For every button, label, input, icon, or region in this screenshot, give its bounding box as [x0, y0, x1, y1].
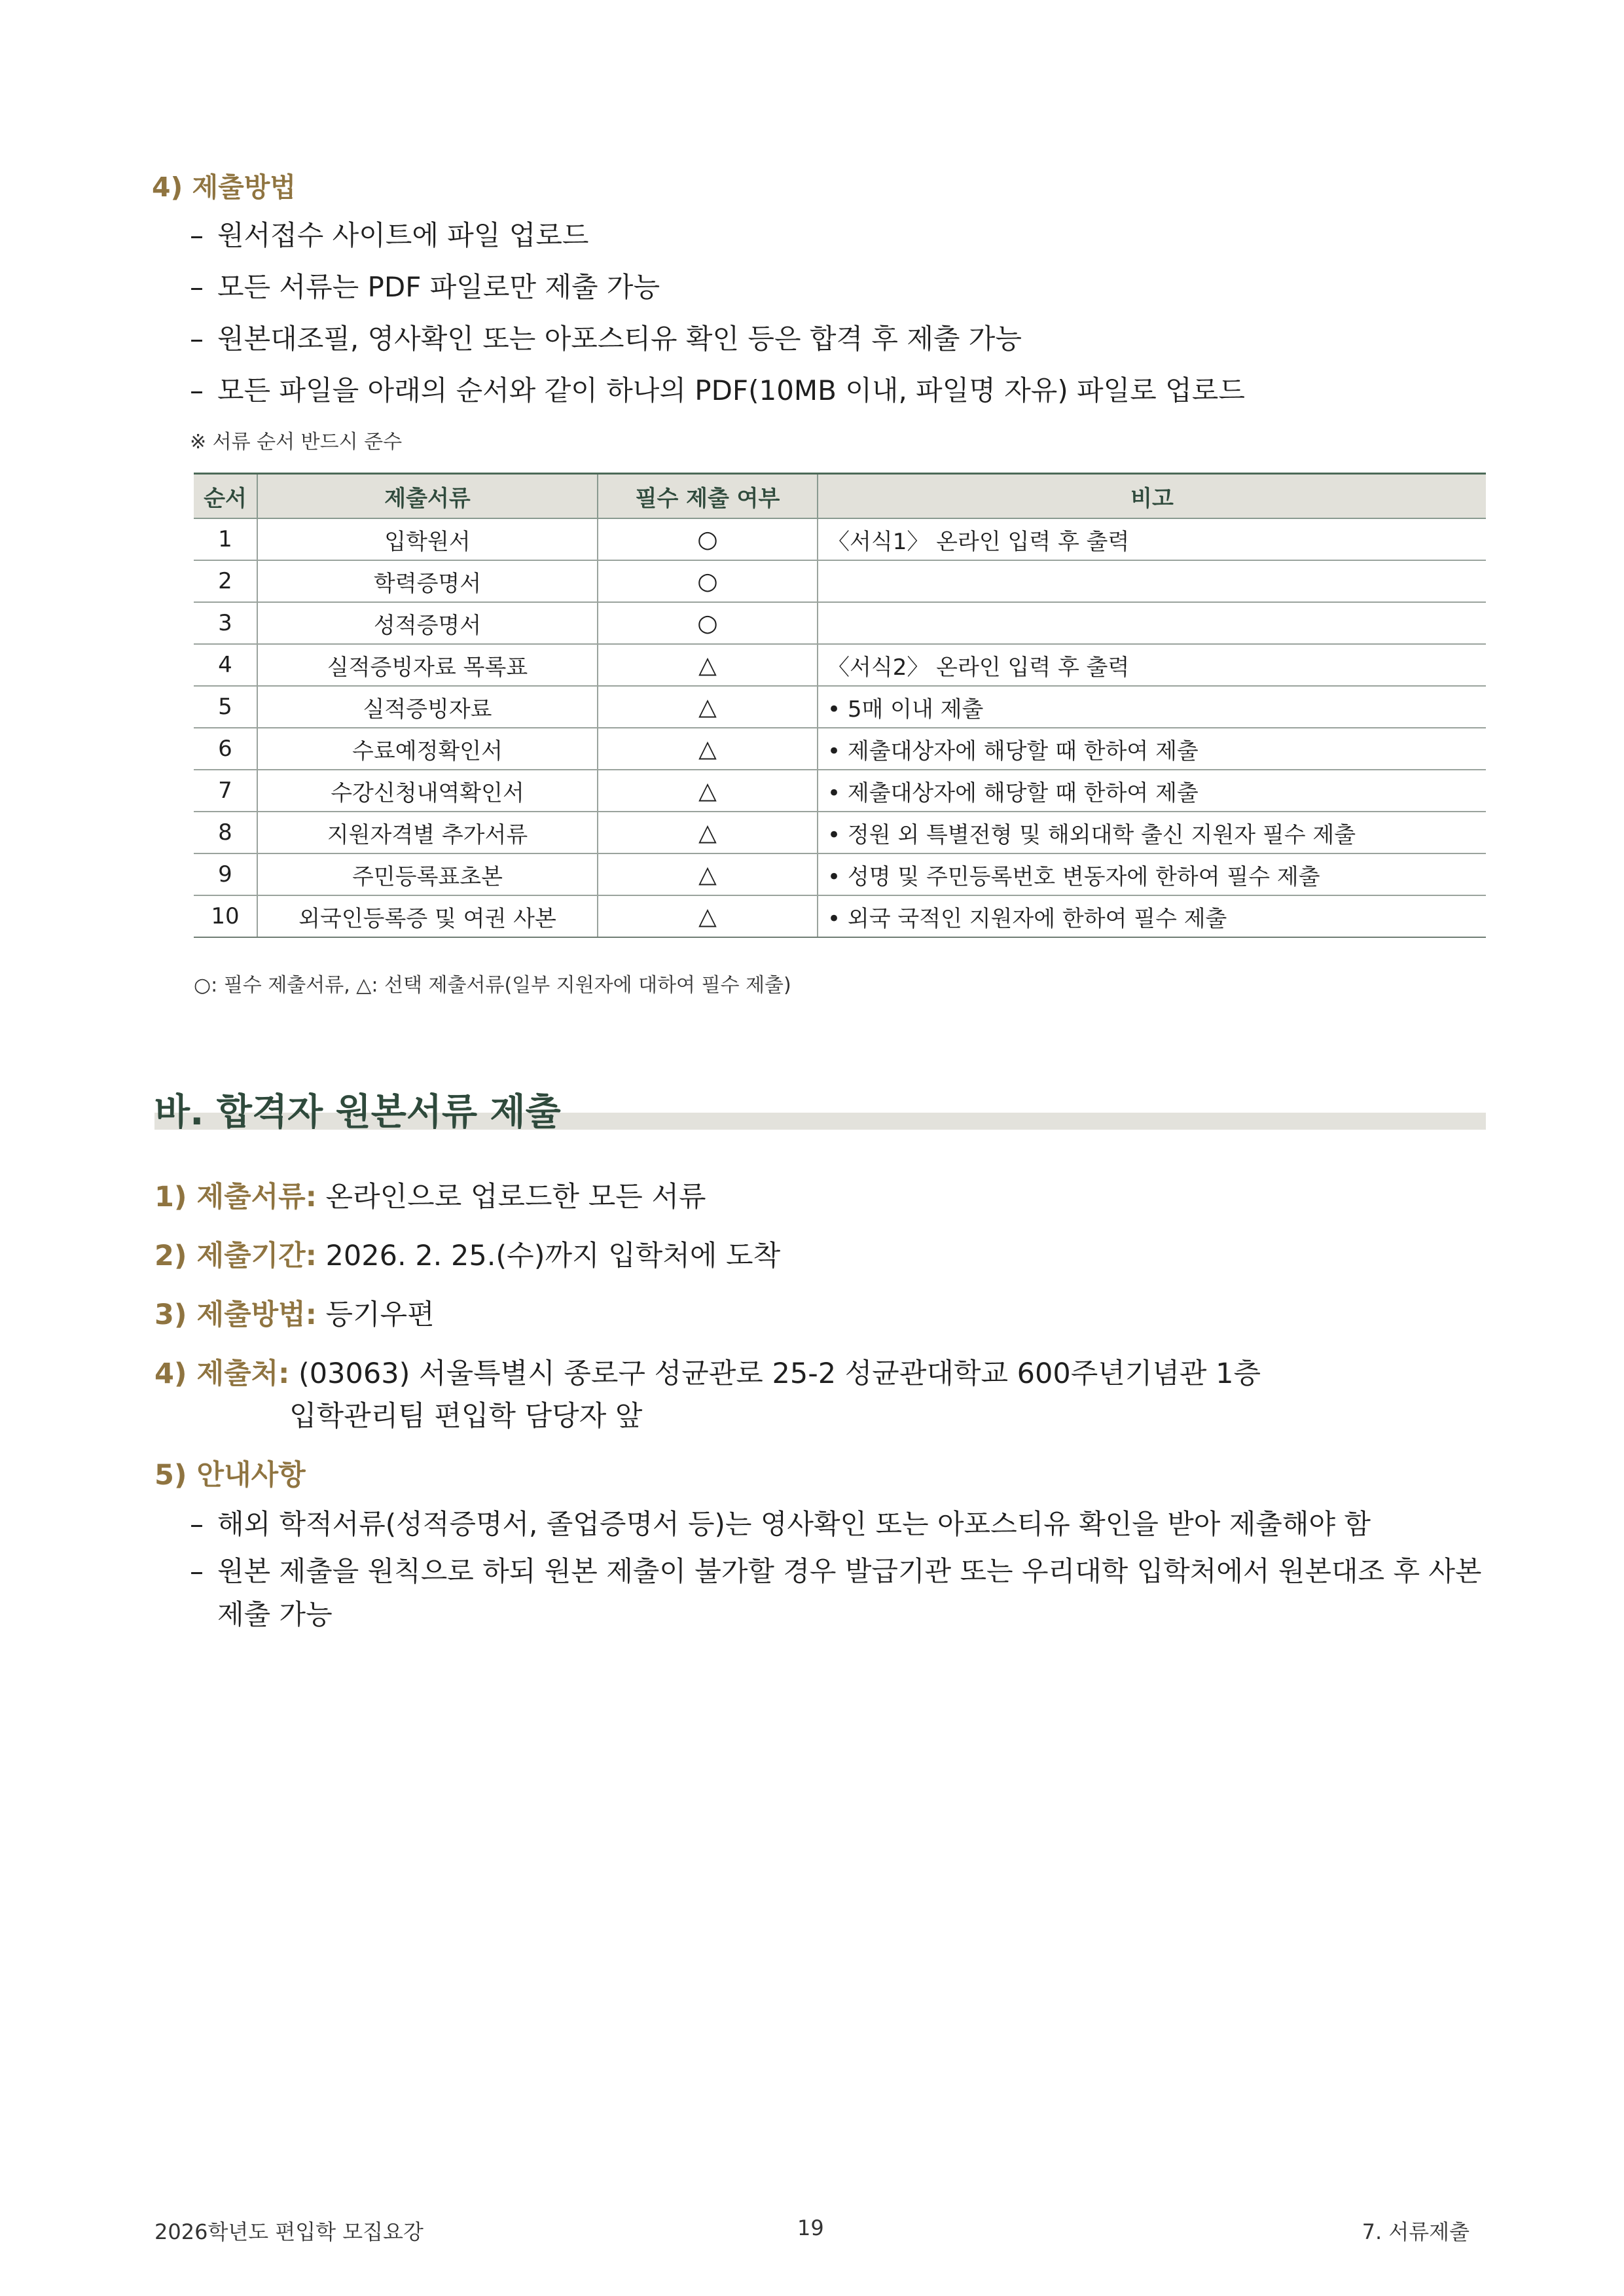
list-item: – 원서접수 사이트에 파일 업로드 — [190, 219, 589, 251]
table-row: 3 성적증명서 ○ — [194, 602, 1486, 644]
table-row: 2 학력증명서 ○ — [194, 560, 1486, 602]
item-method: 3) 제출방법: 등기우편 — [154, 1299, 435, 1331]
table-row: 5 실적증빙자료 △ • 5매 이내 제출 — [194, 686, 1486, 728]
submission-method-heading: 4) 제출방법 — [152, 171, 296, 203]
table-header-row — [194, 474, 1486, 519]
list-item: – 모든 서류는 PDF 파일로만 제출 가능 — [190, 271, 660, 303]
table-row: 8 지원자격별 추가서류 △ • 정원 외 특별전형 및 해외대학 출신 지원자 필수 제출 — [194, 812, 1486, 853]
table-row: 9 주민등록표초본 △ • 성명 및 주민등록번호 변동자에 한하여 필수 제출 — [194, 853, 1486, 895]
table-row: 10 외국인등록증 및 여권 사본 △ • 외국 국적인 지원자에 한하여 필수 제출 — [194, 895, 1486, 937]
item-documents: 1) 제출서류: 온라인으로 업로드한 모든 서류 — [154, 1181, 706, 1213]
guide-list — [190, 1499, 1482, 1636]
footer-title: 2026학년도 편입학 모집요강 — [154, 2219, 424, 2244]
table-row: 1 입학원서 ○ 〈서식1〉 온라인 입력 후 출력 — [194, 518, 1486, 560]
table-row: 6 수료예정확인서 △ • 제출대상자에 해당할 때 한하여 제출 — [194, 728, 1486, 770]
header-required: 필수 제출 여부 — [598, 474, 818, 519]
submission-method-list — [190, 219, 1245, 426]
list-item: – 모든 파일을 아래의 순서와 같이 하나의 PDF(10MB 이내, 파일명 자유) 파일로 업로드 — [190, 374, 1245, 406]
page-number: 19 — [797, 2215, 824, 2240]
documents-table — [194, 473, 1486, 938]
table-row: 4 실적증빙자료 목록표 △ 〈서식2〉 온라인 입력 후 출력 — [194, 644, 1486, 686]
section-title: 바. 합격자 원본서류 제출 — [154, 1091, 561, 1134]
header-remark: 비고 — [818, 474, 1486, 519]
address-line-2: 입학관리팀 편입학 담당자 앞 — [289, 1400, 643, 1433]
list-item: – 원본대조필, 영사확인 또는 아포스티유 확인 등은 합격 후 제출 가능 — [190, 323, 1022, 355]
header-document: 제출서류 — [257, 474, 598, 519]
list-item: – 해외 학적서류(성적증명서, 졸업증명서 등)는 영사확인 또는 아포스티유 확인을 받아 제출해야 함 — [190, 1508, 1371, 1540]
table-legend: ○: 필수 제출서류, △: 선택 제출서류(일부 지원자에 대하여 필수 제출) — [194, 974, 791, 997]
list-item-continuation: 제출 가능 — [217, 1598, 333, 1630]
item-address: 4) 제출처: (03063) 서울특별시 종로구 성균관로 25-2 성균관대학교 600주년기념관 1층 — [154, 1357, 1261, 1390]
guide-heading: 5) 안내사항 — [154, 1459, 306, 1492]
list-item: – 원본 제출을 원칙으로 하되 원본 제출이 불가할 경우 발급기관 또는 우리대학 입학처에서 원본대조 후 사본 — [190, 1555, 1482, 1587]
item-period: 2) 제출기간: 2026. 2. 25.(수)까지 입학처에 도착 — [154, 1240, 781, 1272]
footer-section: 7. 서류제출 — [1362, 2219, 1470, 2244]
table-row: 7 수강신청내역확인서 △ • 제출대상자에 해당할 때 한하여 제출 — [194, 770, 1486, 812]
header-order: 순서 — [194, 474, 257, 519]
order-note: ※ 서류 순서 반드시 준수 — [190, 431, 403, 454]
